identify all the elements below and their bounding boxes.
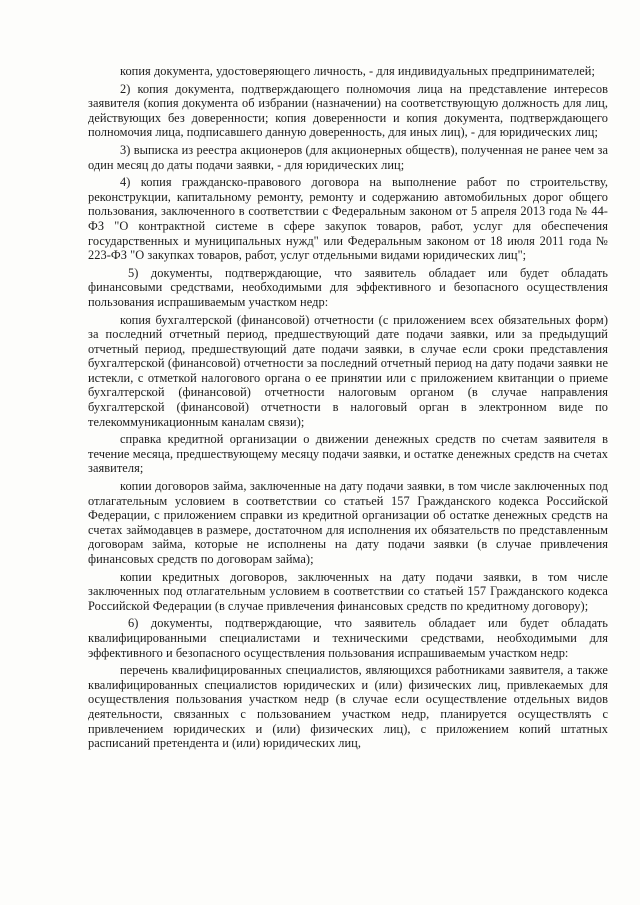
paragraph-item-3: 3) выписка из реестра акционеров (для акционерных обществ), полученная не ранее чем за один месяц до даты подачи заявки, - для юридических лиц;: [88, 142, 608, 172]
paragraph-credit-agreements: копии кредитных договоров, заключенных на дату подачи заявки, в том числе заключенных под отлагательным условием в соответствии со статьей 157 Гражданского кодекса Российской Федерации (в случае привлечения финансовых средств по кредитному договору);: [88, 569, 608, 613]
paragraph-item-4: 4) копия гражданско-правового договора на выполнение работ по строительству, реконструкции, капитальному ремонту, ремонту и содержанию автомобильных дорог общего пользования, заключенного в соответствии с Федеральным законом от 5 апреля 2013 года № 44-ФЗ "О контрактной системе в сфере закупок товаров, работ, услуг для обеспечения государственных и муниципальных нужд" или Федеральным законом от 18 июля 2011 года № 223-ФЗ "О закупках товаров, работ, услуг отдельными видами юридических лиц";: [88, 175, 608, 263]
paragraph-specialists-list: перечень квалифицированных специалистов, являющихся работниками заявителя, а также квалифицированных специалистов юридических и (или) физических лиц, привлекаемых для осуществления пользования участком недр (в случае если осуществление отдельных видов деятельности, связанных с пользованием участком недр, планируется осуществлять с привлечением юридических и (или) физических лиц), с приложением копий штатных расписаний претендента и (или) юридических лиц,: [88, 663, 608, 751]
paragraph-accounting-report: копия бухгалтерской (финансовой) отчетности (с приложением всех обязательных форм) за последний отчетный период, предшествующий дате подачи заявки, или за предыдущий отчетный период, предшествующий дате подачи заявки, в случае если сроки представления бухгалтерской (финансовой) отчетности за последний отчетный период на дату подачи заявки не истекли, с отметкой налогового органа о ее принятии или с приложением квитанции о приеме бухгалтерской (финансовой) отчетности налоговым органом (в случае направления бухгалтерской (финансовой) отчетности в налоговый орган в электронном виде по телекоммуникационным каналам связи);: [88, 312, 608, 429]
paragraph-item-2: 2) копия документа, подтверждающего полномочия лица на представление интересов заявителя (копия документа об избрании (назначении) на соответствующую должность для лиц, действующих без доверенности; копия доверенности и копия документа, подтверждающего полномочия лица, подписавшего данную доверенность, для иных лиц), - для юридических лиц;: [88, 81, 608, 140]
paragraph-id-copy: копия документа, удостоверяющего личность, - для индивидуальных предпринимателей;: [120, 64, 595, 78]
paragraph-loan-agreements: копии договоров займа, заключенные на дату подачи заявки, в том числе заключенных под отлагательным условием в соответствии со статьей 157 Гражданского кодекса Российской Федерации, с приложением справки из кредитной организации об остатке денежных средств на счетах займодавцев в размере, достаточном для исполнения их обязательств по представленным договорам займа, которые не исполнены на дату подачи заявки (в случае привлечения финансовых средств по договорам займа);: [88, 479, 608, 566]
paragraph-bank-statement: справка кредитной организации о движении денежных средств по счетам заявителя в течение месяца, предшествующему месяцу подачи заявки, и остатке денежных средств на счетах заявителя;: [88, 432, 608, 476]
document-body: [88, 64, 608, 754]
paragraph-item-6: 6) документы, подтверждающие, что заявитель обладает или будет обладать квалифицированными специалистами и техническими средствами, необходимыми для эффективного и безопасного осуществления пользования испрашиваемым участком недр:: [88, 616, 608, 660]
paragraph-item-5: 5) документы, подтверждающие, что заявитель обладает или будет обладать финансовыми средствами, необходимыми для эффективного и безопасного осуществления пользования испрашиваемым участком недр:: [88, 265, 608, 309]
